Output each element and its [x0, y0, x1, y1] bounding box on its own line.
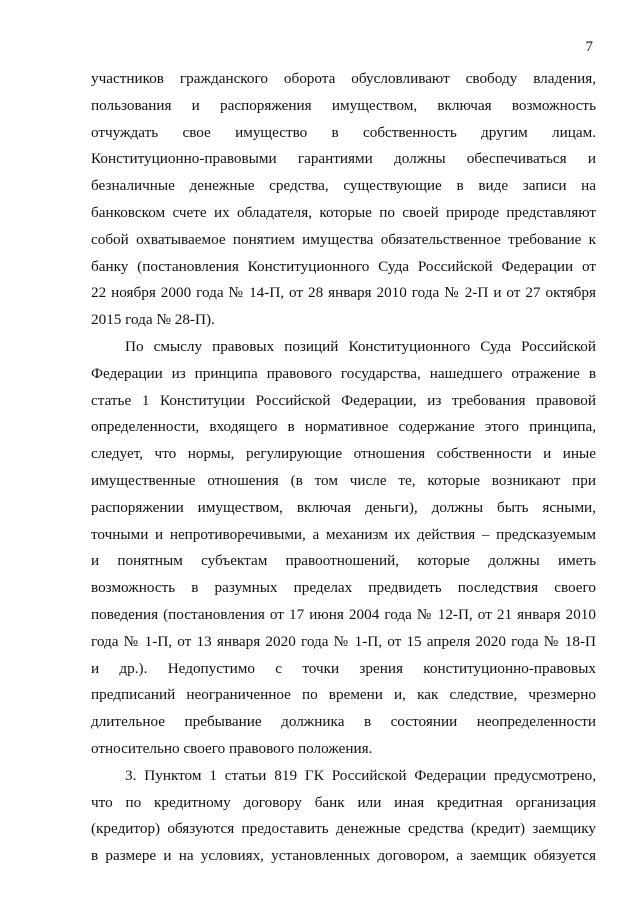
text-line: отчуждать свое имущество в собственность другим лицам.: [91, 123, 596, 141]
text-line: 22 ноября 2000 года № 14-П, от 28 января 2010 года № 2-П и от 27 октября: [91, 284, 596, 302]
text-line: и др.). Недопустимо с точки зрения конституционно-правовых: [91, 659, 596, 677]
text-line: года № 1-П, от 13 января 2020 года № 1-П, от 15 апреля 2020 года № 18-П: [91, 632, 596, 650]
text-line: и понятным субъектам правоотношений, которые должны иметь: [91, 552, 596, 570]
text-line: 2015 года № 28-П).: [91, 311, 215, 329]
text-line: участников гражданского оборота обусловливают свободу владения,: [91, 70, 596, 87]
text-line: следует, что нормы, регулирующие отношения собственности и иные: [91, 445, 596, 463]
text-line: безналичные денежные средства, существующие в виде записи на: [91, 177, 596, 195]
text-line: (кредитор) обязуются предоставить денежные средства (кредит) заемщику: [91, 820, 596, 838]
text-line: возможность в разумных пределах предвидеть последствия своего: [91, 579, 596, 597]
text-line: относительно своего правового положения.: [91, 739, 373, 757]
text-line: Федерации из принципа правового государства, нашедшего отражение в: [91, 364, 596, 382]
text-line: предписаний неограниченное по времени и, как следствие, чрезмерно: [91, 686, 596, 704]
text-line: собой охватываемое понятием имущества обязательственное требование к: [91, 230, 596, 248]
document-body: [91, 66, 596, 870]
text-line: точными и непротиворечивыми, а механизм их действия – предсказуемым: [91, 525, 596, 543]
text-line: что по кредитному договору банк или иная кредитная организация: [91, 793, 596, 811]
text-line: распоряжении имуществом, включая деньги), должны быть ясными,: [91, 498, 596, 516]
text-line: По смыслу правовых позиций Конституционного Суда Российской: [125, 337, 596, 355]
paragraph: [91, 763, 596, 870]
text-line: определенности, входящего в нормативное содержание этого принципа,: [91, 418, 596, 436]
text-line: Конституционно-правовыми гарантиями должны обеспечиваться и: [91, 150, 596, 168]
text-line: банку (постановления Конституционного Суда Российской Федерации от: [91, 257, 596, 275]
page-number: 7: [585, 39, 593, 55]
text-line: 3. Пунктом 1 статьи 819 ГК Российской Федерации предусмотрено,: [125, 766, 596, 784]
paragraph: [91, 66, 596, 334]
paragraph: [91, 334, 596, 763]
text-line: длительное пребывание должника в состоянии неопределенности: [91, 713, 596, 731]
text-line: имущественные отношения (в том числе те, которые возникают при: [91, 471, 596, 489]
text-line: банковском счете их обладателя, которые по своей природе представляют: [91, 203, 596, 221]
text-line: пользования и распоряжения имуществом, включая возможность: [91, 96, 596, 114]
text-line: статье 1 Конституции Российской Федерации, из требования правовой: [91, 391, 596, 409]
text-line: в размере и на условиях, установленных договором, а заемщик обязуется: [91, 847, 596, 865]
text-line: поведения (постановления от 17 июня 2004 года № 12-П, от 21 января 2010: [91, 605, 596, 623]
